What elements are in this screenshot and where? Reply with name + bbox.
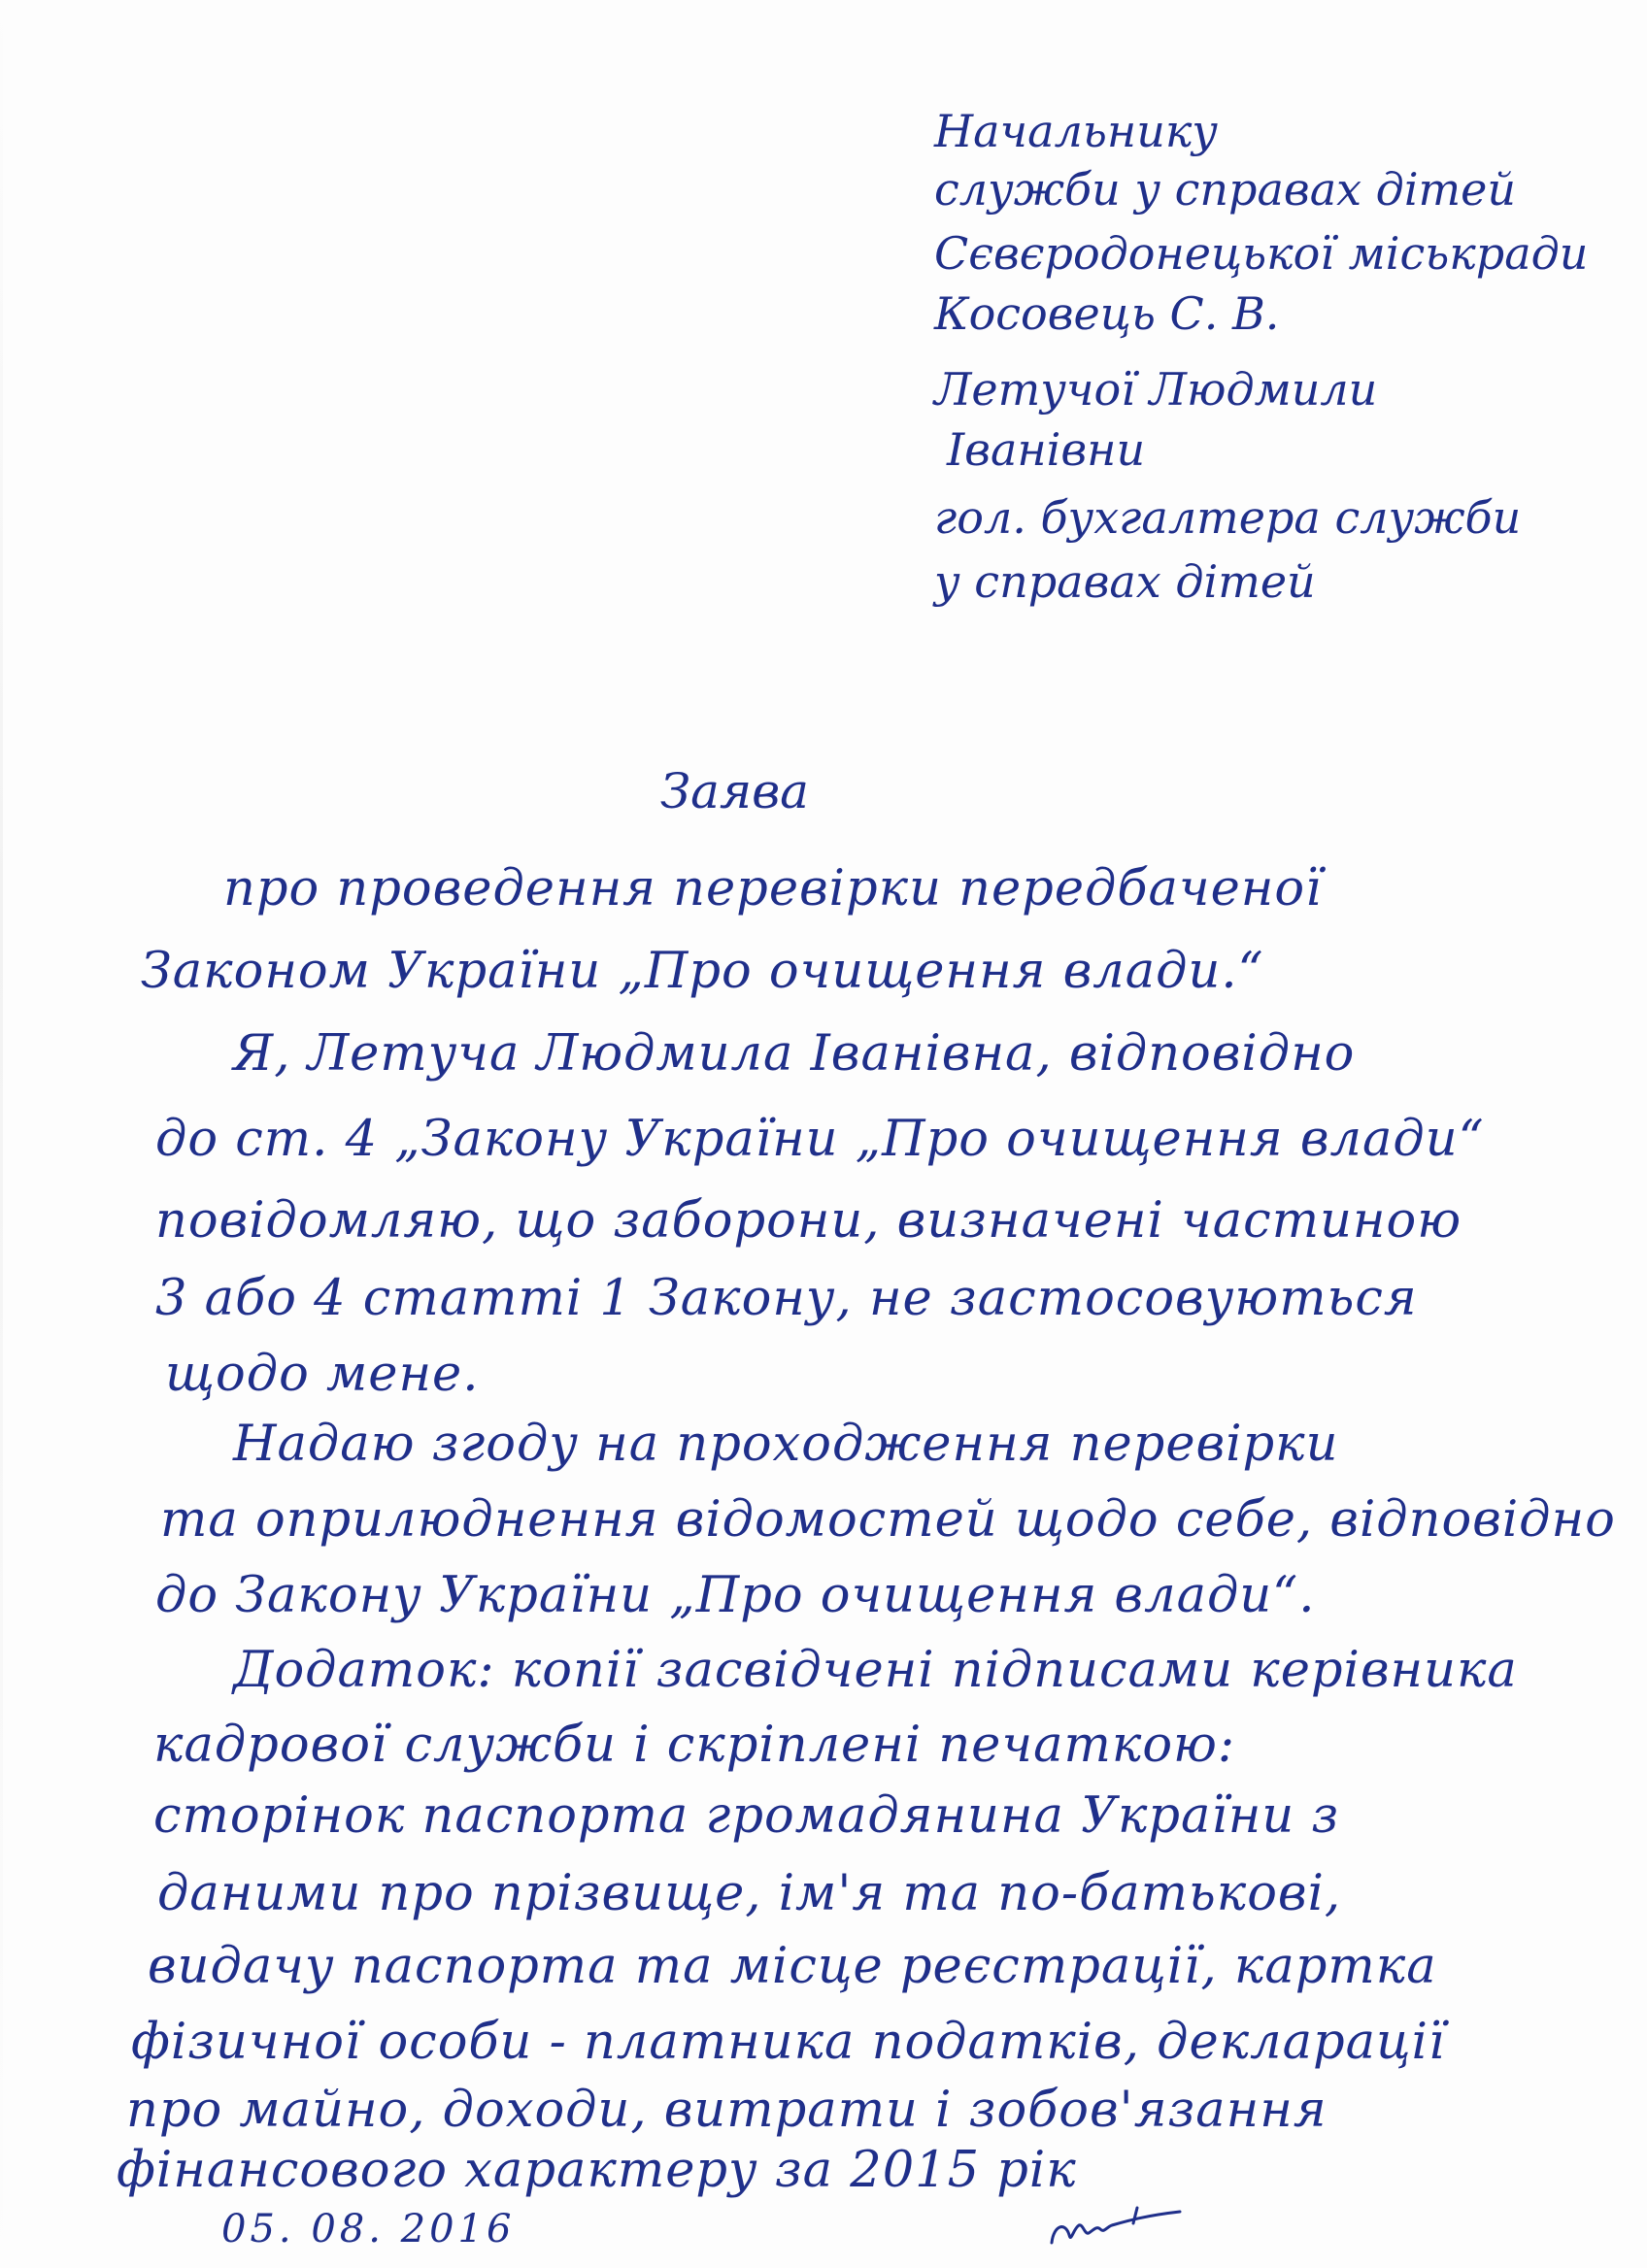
body-line-6: 3 або 4 статті 1 Закону, не застосовуються xyxy=(155,1270,1418,1327)
addressee-line-7: гол. бухгалтера служби xyxy=(934,491,1522,544)
addressee-line-8: у справах дітей xyxy=(934,555,1316,608)
body-line-13: сторінок паспорта громадянина України з xyxy=(153,1787,1340,1845)
body-line-8: Надаю згоду на проходження перевірки xyxy=(233,1416,1339,1473)
addressee-line-6: Іванівни xyxy=(947,423,1146,476)
body-line-5: повідомляю, що заборони, визначені частиною xyxy=(155,1192,1462,1250)
handwritten-signature-icon xyxy=(1044,2196,1190,2254)
page-edge-shadow xyxy=(0,0,3,2268)
body-line-18: фінансового характеру за 2015 рік xyxy=(117,2142,1077,2199)
body-line-3: Я, Летуча Людмила Іванівна, відповідно xyxy=(233,1025,1356,1083)
body-line-10: до Закону України „Про очищення влади“. xyxy=(155,1567,1316,1624)
addressee-line-2: служби у справах дітей xyxy=(934,163,1517,216)
body-line-16: фізичної особи - платника податків, декларації xyxy=(131,2014,1446,2071)
body-line-4: до ст. 4 „Закону України „Про очищення влади“ xyxy=(155,1111,1485,1168)
addressee-line-1: Начальнику xyxy=(934,105,1218,157)
document-title: Заява xyxy=(660,763,809,819)
body-line-9: та оприлюднення відомостей щодо себе, відповідно xyxy=(160,1491,1616,1549)
body-line-14: даними про прізвище, ім'я та по-батькові, xyxy=(157,1865,1342,1922)
addressee-line-4: Косовець С. В. xyxy=(934,287,1280,340)
addressee-line-3: Сєвєродонецької міськради xyxy=(934,227,1589,280)
addressee-line-5: Летучої Людмили xyxy=(934,363,1378,416)
body-line-12: кадрової служби і скріплені печаткою: xyxy=(153,1717,1236,1774)
body-line-2: Законом України „Про очищення влади.“ xyxy=(141,943,1264,1000)
body-line-11: Додаток: копії засвідчені підписами керівника xyxy=(233,1642,1518,1699)
body-line-17: про майно, доходи, витрати і зобов'язання xyxy=(126,2082,1328,2139)
body-line-7: щодо мене. xyxy=(165,1346,480,1403)
body-line-15: видачу паспорта та місце реєстрації, картка xyxy=(148,1938,1437,1995)
document-date: 05. 08. 2016 xyxy=(221,2207,516,2251)
body-line-1: про проведення перевірки передбаченої xyxy=(223,860,1323,917)
